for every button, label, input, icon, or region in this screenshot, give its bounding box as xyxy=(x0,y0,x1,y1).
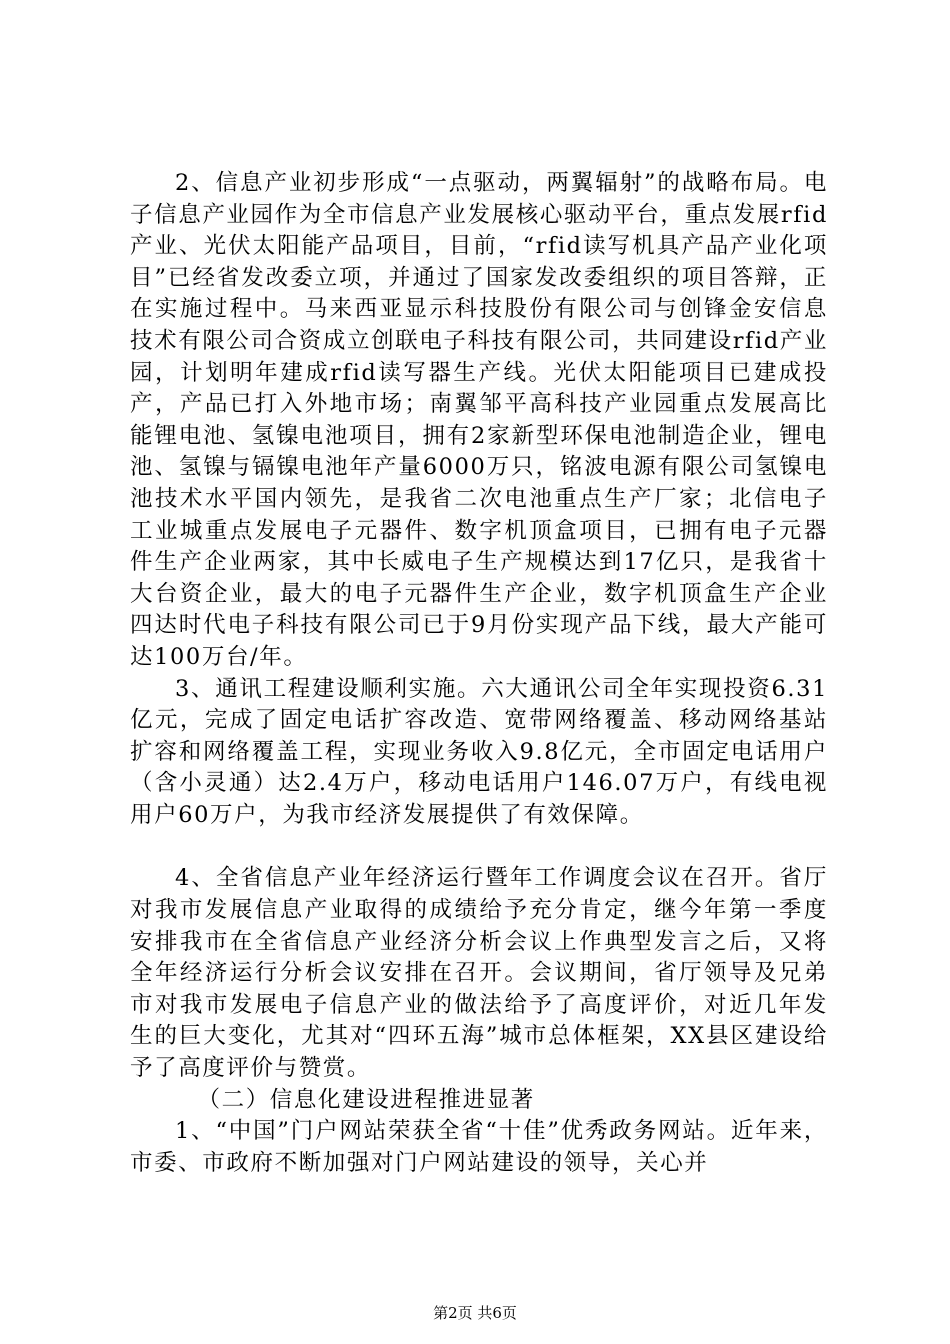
paragraph-portal-website: 1、“中国”门户网站荣获全省“十佳”优秀政务网站。近年来，市委、市政府不断加强对门户网站建设的领导，关心并 xyxy=(130,1118,828,1176)
section-heading: （二）信息化建设进程推进显著 xyxy=(197,1086,535,1113)
document-body xyxy=(130,168,828,1179)
paragraph-info-industry-layout: 2、信息产业初步形成“一点驱动，两翼辐射”的战略布局。电子信息产业园作为全市信息产业发展核心驱动平台，重点发展rfid产业、光伏太阳能产品项目，目前，“rfid读写机具产品产业化项目”已经省发改委立项，并通过了国家发改委组织的项目答辩，正在实施过程中。马来西亚显示科技股份有限公司与创锋金安信息技术有限公司合资成立创联电子科技有限公司，共同建设rfid产业园，计划明年建成rfid读写器生产线。光伏太阳能项目已建成投产，产品已打入外地市场；南翼邹平高科技产业园重点发展高比能锂电池、氢镍电池项目，拥有2家新型环保电池制造企业，锂电池、氢镍与镉镍电池年产量6000万只，铭波电源有限公司氢镍电池技术水平国内领先，是我省二次电池重点生产厂家；北信电子工业城重点发展电子元器件、数字机顶盒项目，已拥有电子元器件生产企业两家，其中长威电子生产规模达到17亿只，是我省十大台资企业，最大的电子元器件生产企业，数字机顶盒生产企业四达时代电子科技有限公司已于9月份实现产品下线，最大产能可达100万台/年。 xyxy=(130,170,828,670)
page-number-footer: 第2页 共6页 xyxy=(433,1304,517,1322)
paragraph-telecom-engineering: 3、通讯工程建设顺利实施。六大通讯公司全年实现投资6.31亿元，完成了固定电话扩容改造、宽带网络覆盖、移动网络基站扩容和网络覆盖工程，实现业务收入9.8亿元，全市固定电话用户（含小灵通）达2.4万户，移动电话用户146.07万户，有线电视用户60万户，为我市经济发展提供了有效保障。 xyxy=(130,675,828,828)
paragraph-provincial-meeting: 4、全省信息产业年经济运行暨年工作调度会议在召开。省厅对我市发展信息产业取得的成绩给予充分肯定，继今年第一季度安排我市在全省信息产业经济分析会议上作典型发言之后，又将全年经济运行分析会议安排在召开。会议期间，省厅领导及兄弟市对我市发展电子信息产业的做法给予了高度评价，对近几年发生的巨大变化，尤其对“四环五海”城市总体框架，XX县区建设给予了高度评价与赞赏。 xyxy=(130,865,828,1082)
